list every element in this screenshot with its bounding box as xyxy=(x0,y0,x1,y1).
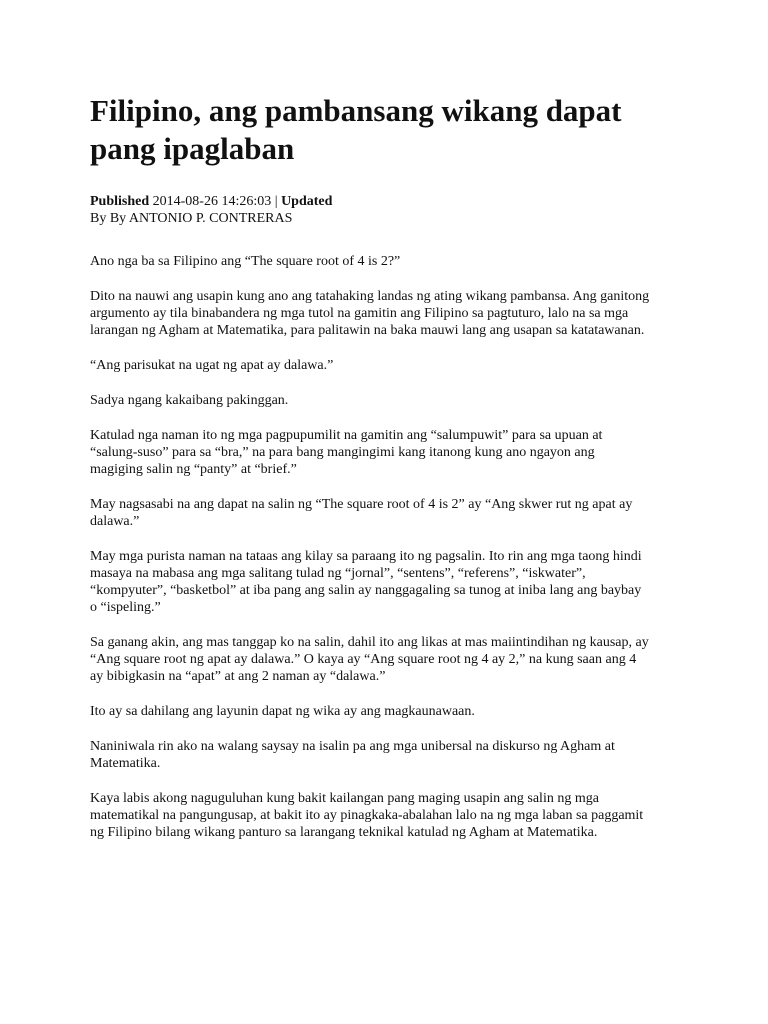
updated-label: Updated xyxy=(281,194,333,209)
article-title: Filipino, ang pambansang wikang dapat pang ipaglaban xyxy=(90,93,622,166)
meta-separator: | xyxy=(271,194,282,209)
byline: By By ANTONIO P. CONTRERAS xyxy=(90,211,293,226)
paragraph: Ito ay sa dahilang ang layunin dapat ng wika ay ang magkaunawaan. xyxy=(90,704,475,719)
published-label: Published xyxy=(90,194,150,209)
paragraph: “Ang parisukat na ugat ng apat ay dalawa.” xyxy=(90,358,334,373)
article-body xyxy=(90,253,650,841)
published-date: 2014-08-26 14:26:03 xyxy=(152,194,272,209)
paragraph: Sa ganang akin, ang mas tanggap ko na salin, dahil ito ang likas at mas maiintindihan ng kausap, ay “Ang square root ng apat ay dalawa.” O kaya ay “Ang square root ng 4 ay 2,” na kung saan ang 4 ay bibigkasin na “apat” at ang 2 naman ay “dalawa.” xyxy=(90,635,649,684)
paragraph: Kaya labis akong naguguluhan kung bakit kailangan pang maging usapin ang salin ng mga matematikal na pangungusap, at bakit ito ay pinagkaka-abalahan lalo na ng mga laban sa paggamit ng Filipino bilang wikang panturo sa larangang teknikal katulad ng Agham at Matematika. xyxy=(90,791,644,840)
paragraph: Dito na nauwi ang usapin kung ano ang tatahaking landas ng ating wikang pambansa. Ang ganitong argumento ay tila binabandera ng mga tutol na gamitin ang Filipino sa pagtuturo, lalo na sa mga larangan ng Agham at Matematika, para palitawin na baka mauwi lang ang usapan sa katatawanan. xyxy=(90,289,650,338)
paragraph: May nagsasabi na ang dapat na salin ng “The square root of 4 is 2” ay “Ang skwer rut ng apat ay dalawa.” xyxy=(90,497,633,529)
paragraph: May mga purista naman na tataas ang kilay sa paraang ito ng pagsalin. Ito rin ang mga taong hindi masaya na mabasa ang mga salitang tulad ng “jornal”, “sentens”, “referens”, “iskwater”, “kompyuter”, “basketbol” at iba pang ang salin ay nanggagaling sa tunog at iniba lang ang baybay o “ispeling.” xyxy=(90,549,642,615)
paragraph: Katulad nga naman ito ng mga pagpupumilit na gamitin ang “salumpuwit” para sa upuan at “salung-suso” para sa “bra,” na para bang mangingimi kang itanong kung ano ngayon ang magiging salin ng “panty” at “brief.” xyxy=(90,428,603,477)
paragraph: Naniniwala rin ako na walang saysay na isalin pa ang mga unibersal na diskurso ng Agham at Matematika. xyxy=(90,739,615,771)
paragraph: Sadya ngang kakaibang pakinggan. xyxy=(90,393,289,408)
article-meta xyxy=(90,193,708,210)
paragraph: Ano nga ba sa Filipino ang “The square root of 4 is 2?” xyxy=(90,254,401,269)
